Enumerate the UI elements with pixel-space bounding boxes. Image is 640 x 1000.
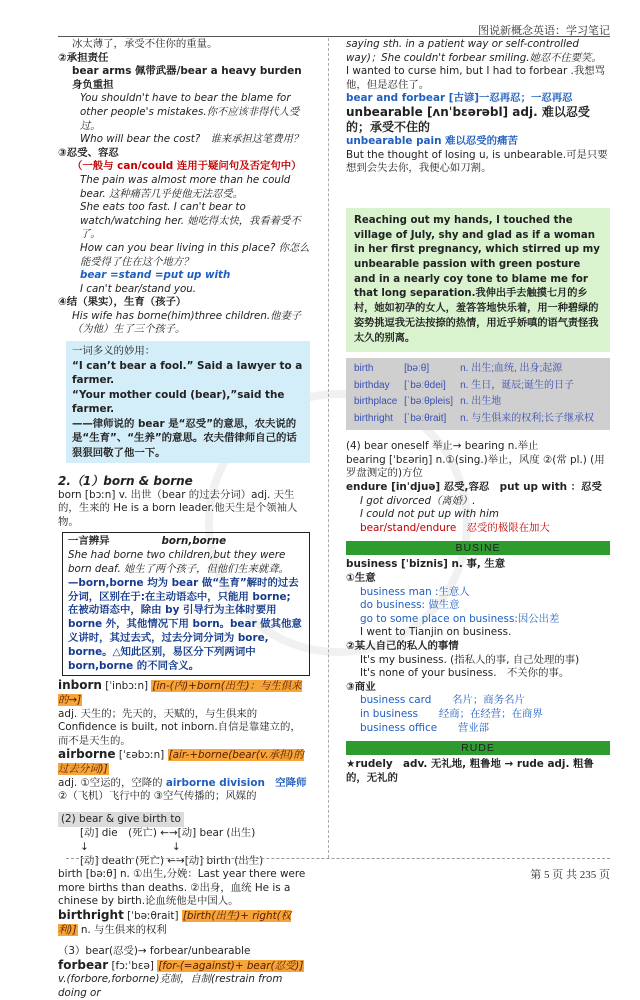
entry-endure: endure [inˈdjuə] 忍受,容忍 put up with ：忍受 [346,481,602,494]
distinction-title: 一言辨异 born,borne [68,535,227,548]
subsection-heading: (4) bear oneself 举止→ bearing n.举止 [346,440,539,453]
sense-heading: ④结（果实），生育（孩子） [58,296,187,309]
tip-title: 一词多义的妙用： [72,345,156,358]
page-number: 第 5 页 共 235 页 [530,869,610,881]
tip-line: “Your mother could (bear),”said the farmer. [72,388,285,416]
sense-heading: ②承担责任 [58,51,109,64]
sense-heading: ③商业 [346,680,376,693]
proverb-line: bear and forbear [古谚]一忍再忍；一忍再忍 [346,92,573,105]
phrase-line: unbearable pain 难以忍受的痛苦 [346,135,518,148]
word-family-row [352,378,604,395]
section-heading: 2.（1）born & borne [58,474,193,489]
reading-box [346,208,610,352]
right-column [346,38,610,785]
tip-box [66,341,310,463]
definition-line: adj. ①空运的，空降的 airborne division 空降师 [58,776,307,789]
subsection-heading: (2) bear & give birth to [58,812,310,828]
distinction-note: —born,borne 均为 bear 做“生育”解时的过去分词，区别在于:在主动语态中，只能用 borne; 在被动语态中，除由 by 引导行为主体时要用 borne 外，其他情况下用 born。bear 做其他意义讲时，其过去式，过去分词分词为 bore, borne。△知此区别，易区分下列两词中 born,borne 的不同含义。 [68,576,302,672]
subsection-heading: （3）bear(忍受)→ forbear/unbearable [58,945,251,958]
phrase-line: business man :生意人 [360,585,470,598]
left-column [58,38,310,1000]
example-line: I can't bear/stand you. [80,282,197,295]
distinction-example: She had borne two children,but they were born deaf. 她生了两个孩子，但他们生来就聋。 [68,549,289,576]
example-line: I got divorced（离婚）. [360,494,476,507]
pron-cell: [ˈbəːθrait] [404,412,447,424]
text-line: 冰太薄了，承受不住你的重量。 [72,38,218,50]
example-line: I went to Tianjin on business. [360,626,512,639]
example-line: But the thought of losing u, is unbearable.可是只要想到会失去你，我便心如刀割。 [346,148,608,175]
diagram-line: [动] die (死亡) ←→[动] bear (出生) [80,827,256,840]
definition-line: born [bɔːn] v. 出世（bear 的过去分词）adj. 天生的，生来的 He is a born leader.他天生是个领袖人物。 [58,488,298,528]
phrase-line: business office 营业部 [360,721,490,734]
example-line: She eats too fast. I can't bear to watch/watching her. 她吃得太快，我看着受不了。 [80,201,301,241]
tip-line: ——律师说的 bear 是“忍受”的意思，农夫说的是“生育”、“生养”的意思。农夫借律师自己的话狠狠回敬了他一下。 [72,417,297,459]
sense-heading: ②某人自己的私人的事情 [346,639,459,652]
definition-line: ②（飞机）飞行中的 ③空气传播的；风媒的 [58,790,257,803]
section-bar-rude: RUDE [346,741,610,755]
footer-rule [66,858,610,859]
example-line: I could not put up with him [360,508,499,521]
entry-forbear: forbear [fɔːˈbɛə] [for-(=against)+ bear(忍受)] [58,957,304,972]
meaning-cell: n. 出生;血统, 出身;起源 [460,363,563,375]
usage-note: （一般与 can/could 连用于疑问句及否定句中） [72,160,302,173]
entry-unbearable: unbearable [ʌnˈbɛərəbl] adj. 难以忍受的；承受不住的 [346,104,590,134]
example-line: It's none of your business. 不关你的事。 [360,667,570,680]
phrase-line: bear arms 佩带武器/bear a heavy burden 身负重担 [72,65,302,91]
sense-heading: ③忍受、容忍 [58,146,119,159]
word-family-row [352,394,604,411]
word-cell: birthplace [354,396,398,408]
definition-line: birth [bəːθ] n. ①出生,分娩：Last year there were more births than deaths. ②出身，血统 He is a chinese by birth.论血统他是中国人。 [58,868,306,908]
section-bar-business: BUSINE [346,541,610,555]
entry-birthright: birthright [ˈbəːθrait] [birth(出生)+ right(权利)] n. 与生俱来的权利 [58,907,292,936]
definition-line: adj. 天生的；先天的，天赋的，与生俱来的 Confidence is built, not inborn.自信是靠建立的，而不是天生的。 [58,707,301,747]
example-line: Who will bear the cost? 谁来承担这笔费用？ [80,133,304,146]
phrase-line: do business: 做生意 [360,599,460,612]
page-header [0,0,640,36]
reading-text: Reaching out my hands, I touched the village of July, shy and glad as if a woman in her first pregnancy, which stirred up my unbearable passion with green posture and in a nearly coy tone to blame me for that long separation.我伸出手去触摸七月的乡村，她如初孕的女人，羞答答地快乐着，用一种碧绿的姿势挑逗我无法按捺的热情，用近乎娇嗔的语气责怪我太久的别离。 [354,214,600,344]
meaning-cell: n. 出生地 [460,396,502,408]
diagram-arrows: ↓ ↓ [80,840,181,853]
distinction-box [62,532,310,676]
pron-cell: [ˈbəːθpleis] [404,396,454,408]
pron-cell: [ˈbəːθdei] [404,379,446,391]
header-rule [58,36,610,37]
phrase-line: business card 名片；商务名片 [360,694,525,707]
synonym-line: bear =stand =put up with [80,269,231,282]
example-line: I wanted to curse him, but I had to forbear .我想骂他，但是忍住了。 [346,65,605,91]
word-family-row [352,361,604,378]
example-line: It's my business. (指私人的事, 自己处理的事) [360,653,580,666]
example-line: His wife has borne(him)three children.他妻子（为他）生了三个孩子。 [72,309,302,336]
diagram-line: [动] death (死亡) ←→[动] birth (出生) [80,854,264,867]
example-line: How can you bear living in this place? 你怎么能受得了住在这个地方？ [80,241,310,268]
word-cell: birth [354,363,374,375]
example-line: You shouldn't have to bear the blame for other people's mistakes.你不应该非得代人受过。 [80,92,300,132]
definition-line: v.(forbore,forborne)克制，自制(restrain from doing or [58,973,283,999]
column-divider [328,38,329,858]
pron-cell: [bəːθ] [404,363,430,375]
example-line: The pain was almost more than he could bear. 这种痛苦几乎使他无法忍受。 [80,173,291,200]
entry-rudely: ★rudely adv. 无礼地, 粗鲁地 → rude adj. 粗鲁的，无礼的 [346,758,594,784]
word-family-row [352,411,604,428]
meaning-cell: n. 与生俱来的权利;长子继承权 [460,412,594,424]
entry-airborne: airborne [ˈɛəbɔːn] [air-+borne(bear(v.承担)的过去分词)] [58,747,304,775]
word-cell: birthright [354,412,393,424]
tip-line: “I can’t bear a fool.” Said a lawyer to a farmer. [72,359,303,387]
entry-business: business [ˈbiznis] n. 事, 生意 [346,558,506,571]
word-cell: birthday [354,379,390,391]
note-line: bear/stand/endure 忍受的极限在加大 [360,521,550,534]
entry-bearing: bearing [ˈbɛəriŋ] n.①(sing.)举止，风度 ②(常 pl.) (用罗盘测定的)方位 [346,453,605,480]
phrase-line: go to some place on business:因公出差 [360,612,560,625]
word-family-table [346,358,610,430]
meaning-cell: n. 生日，诞辰;诞生的日子 [460,379,574,391]
header-title: 图说新概念英语：学习笔记 [478,25,610,37]
definition-line: saying sth. in a patient way or self-controlled way)；She couldn't forbear smiling.她忍不住要笑。 [346,38,602,64]
entry-inborn: inborn [ˈinbɔːn] [in-(内)+born(出生)：与生俱来的→] [58,678,302,706]
phrase-line: in business 经商；在经营；在商界 [360,707,543,720]
sense-heading: ①生意 [346,572,376,585]
